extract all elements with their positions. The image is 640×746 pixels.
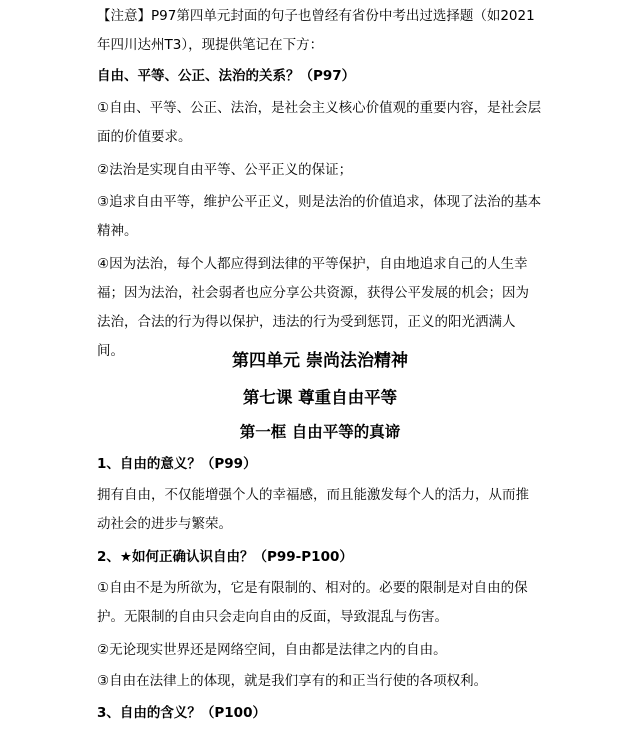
answer-2-point-3: ③自由在法律上的体现，就是我们享有的和正当行使的各项权利。 <box>97 673 488 689</box>
answer-1: 拥有自由，不仅能增强个人的幸福感，而且能激发每个人的活力，从而推动社会的进步与繁荣。 <box>97 487 529 532</box>
lesson-title: 第七课 尊重自由平等 <box>242 388 398 407</box>
question-3: 3、自由的含义？（P100） <box>97 705 266 721</box>
relation-point-4: ④因为法治，每个人都应得到法律的平等保护，自由地追求自己的人生幸福；因为法治，社会弱者也应分享公共资源，获得公平发展的机会；因为法治，合法的行为得以保护，违法的行为受到惩罚，正义的阳光洒满人间。 <box>97 256 529 359</box>
question-2: 2、★如何正确认识自由？（P99-P100） <box>97 549 353 565</box>
question-1: 1、自由的意义？（P99） <box>97 456 257 472</box>
question-relation: 自由、平等、公正、法治的关系？（P97） <box>97 68 356 84</box>
answer-2-point-2: ②无论现实世界还是网络空间，自由都是法律之内的自由。 <box>97 642 447 658</box>
relation-point-1: ①自由、平等、公正、法治，是社会主义核心价值观的重要内容，是社会层面的价值要求。 <box>97 100 542 145</box>
relation-point-2: ②法治是实现自由平等、公平正义的保证； <box>97 162 353 178</box>
unit-title: 第四单元 崇尚法治精神 <box>232 351 408 371</box>
frame-title: 第一框 自由平等的真谛 <box>239 423 401 441</box>
note-paragraph: 【注意】P97第四单元封面的句子也曾经有省份中考出过选择题（如2021年四川达州T3），现提供笔记在下方： <box>97 8 535 53</box>
answer-2-point-1: ①自由不是为所欲为，它是有限制的、相对的。必要的限制是对自由的保护。无限制的自由只会走向自由的反面，导致混乱与伤害。 <box>97 580 528 625</box>
relation-point-3: ③追求自由平等，维护公平正义，则是法治的价值追求，体现了法治的基本精神。 <box>97 194 542 239</box>
